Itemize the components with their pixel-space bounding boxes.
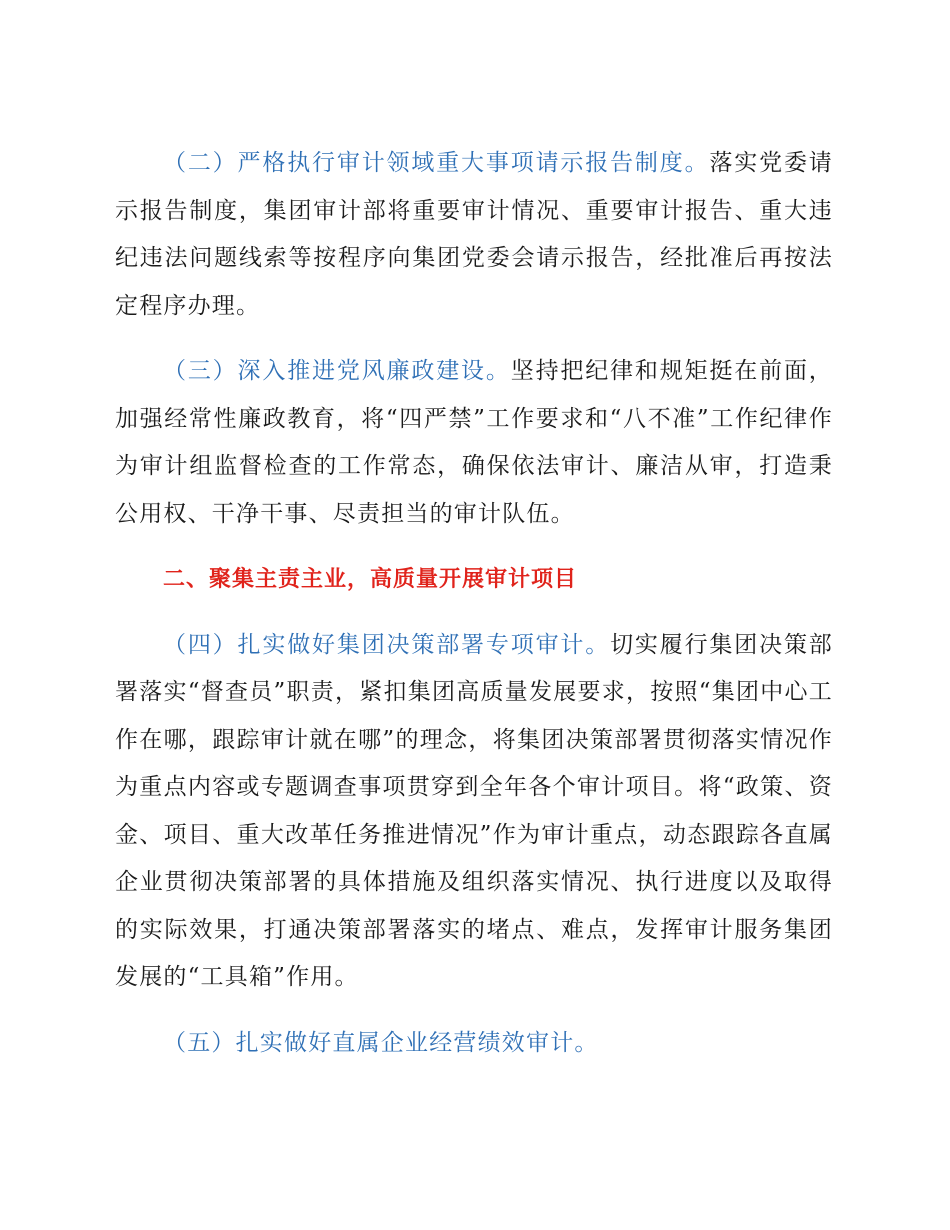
paragraph-body: 落实党委请示报告制度，集团审计部将重要审计情况、重要审计报告、重大违纪违法问题线索等按程序向集团党委会请示报告，经批准后再按法定程序办理。 bbox=[115, 150, 834, 319]
section-heading: 二、聚集主责主业，高质量开展审计项目 bbox=[163, 567, 578, 592]
paragraph-heading: （三）深入推进党风廉政建设。 bbox=[163, 358, 511, 384]
paragraph-decision-audit bbox=[115, 622, 833, 1002]
paragraph-integrity-building bbox=[115, 348, 833, 538]
paragraph-performance-audit bbox=[115, 1020, 833, 1068]
paragraph-reporting-system bbox=[115, 140, 833, 330]
paragraph-heading: （四）扎实做好集团决策部署专项审计。 bbox=[163, 631, 611, 658]
document-page bbox=[115, 140, 833, 1085]
paragraph-body: 坚持把纪律和规矩挺在前面，加强经常性廉政教育，将“四严禁”工作要求和“八不准”工作纪律作为审计组监督检查的工作常态，确保依法审计、廉洁从审，打造秉公用权、干净干事、尽责担当的审计队伍。 bbox=[115, 358, 833, 527]
paragraph-heading: （五）扎实做好直属企业经营绩效审计。 bbox=[163, 1029, 599, 1056]
paragraph-body: 切实履行集团决策部署落实“督查员”职责，紧扣集团高质量发展要求，按照“集团中心工作在哪，跟踪审计就在哪”的理念，将集团决策部署贯彻落实情况作为重点内容或专题调查事项贯穿到全年各个审计项目。将“政策、资金、项目、重大改革任务推进情况”作为审计重点，动态跟踪各直属企业贯彻决策部署的具体措施及组织落实情况、执行进度以及取得的实际效果，打通决策部署落实的堵点、难点，发挥审计服务集团发展的“工具箱”作用。 bbox=[115, 631, 833, 990]
paragraph-heading: （二）严格执行审计领域重大事项请示报告制度。 bbox=[163, 150, 710, 176]
